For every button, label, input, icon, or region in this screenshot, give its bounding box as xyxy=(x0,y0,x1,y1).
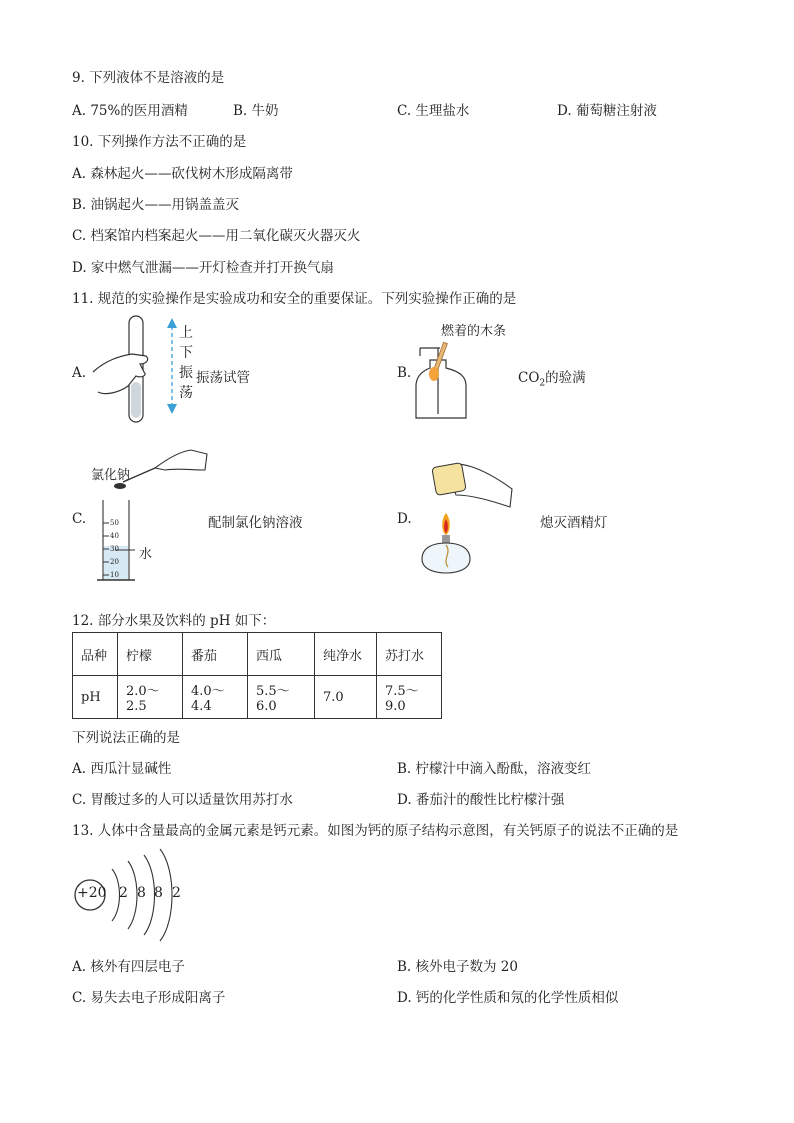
q10-option-b: B. 油锅起火——用锅盖盖灭 xyxy=(72,197,240,213)
ph-value-cell: pH xyxy=(73,676,118,719)
q9-option-d: D. 葡萄糖注射液 xyxy=(557,103,657,119)
q12-lead: 下列说法正确的是 xyxy=(72,730,180,746)
ph-value-cell: 7.5～9.0 xyxy=(377,676,442,719)
q12-option-a: A. 西瓜汁显碱性 xyxy=(72,761,172,777)
alcohol-lamp-illustration xyxy=(412,455,522,580)
q11-b-caption-co: CO xyxy=(518,370,540,386)
ph-value-cell: 7.0 xyxy=(315,676,377,719)
ph-value-cell: 5.5～6.0 xyxy=(248,676,315,719)
ph-header-cell: 品种 xyxy=(73,633,118,676)
shell-2-electrons: 8 xyxy=(137,885,146,901)
q12-option-d: D. 番茄汁的酸性比柠檬汁强 xyxy=(397,792,565,808)
q10-option-c: C. 档案馆内档案起火——用二氧化碳灭火器灭火 xyxy=(72,228,361,244)
cylinder-tick-10: 10 xyxy=(110,571,119,579)
q11-a-caption: 振荡试管 xyxy=(196,370,250,386)
q12-option-c: C. 胃酸过多的人可以适量饮用苏打水 xyxy=(72,792,293,808)
ph-header-cell: 番茄 xyxy=(183,633,248,676)
q11-a-arrow-zhen: 振 xyxy=(179,365,193,381)
q9-option-b: B. 牛奶 xyxy=(233,103,279,119)
q11-c-letter: C. xyxy=(72,511,87,527)
q9-stem: 9. 下列液体不是溶液的是 xyxy=(72,70,225,86)
ph-table-value-row xyxy=(73,676,442,719)
ph-header-cell: 西瓜 xyxy=(248,633,315,676)
q12-option-b: B. 柠檬汁中滴入酚酞，溶液变红 xyxy=(397,761,592,777)
q11-c-caption: 配制氯化钠溶液 xyxy=(208,515,303,531)
q11-a-letter: A. xyxy=(72,365,87,381)
q11-a-arrow-down: 下 xyxy=(179,345,193,361)
q12-stem: 12. 部分水果及饮料的 pH 如下： xyxy=(72,613,276,629)
q11-d-letter: D. xyxy=(397,511,412,527)
nucleus-charge: +20 xyxy=(77,885,107,901)
shell-1-electrons: 2 xyxy=(119,885,128,901)
ph-value-cell: 4.0～4.4 xyxy=(183,676,248,719)
ph-value-cell: 2.0～2.5 xyxy=(118,676,183,719)
q13-option-b: B. 核外电子数为 20 xyxy=(397,959,518,975)
q11-b-caption-sub: 2 xyxy=(539,378,546,389)
ph-table xyxy=(72,632,442,719)
q13-option-c: C. 易失去电子形成阳离子 xyxy=(72,990,226,1006)
q10-option-d: D. 家中燃气泄漏——开灯检查并打开换气扇 xyxy=(72,260,334,276)
q13-option-d: D. 钙的化学性质和氖的化学性质相似 xyxy=(397,990,619,1006)
q11-a-arrow-up: 上 xyxy=(179,325,193,341)
ph-header-cell: 柠檬 xyxy=(118,633,183,676)
q9-option-a: A. 75%的医用酒精 xyxy=(72,103,188,119)
gas-bottle-illustration xyxy=(412,338,492,424)
cylinder-tick-20: 20 xyxy=(110,558,119,566)
q11-b-label: 燃着的木条 xyxy=(441,324,507,339)
shell-4-electrons: 2 xyxy=(172,885,181,901)
cylinder-tick-50: 50 xyxy=(110,519,119,527)
q11-c-label-salt: 氯化钠 xyxy=(91,468,131,483)
q11-a-arrow-dang: 荡 xyxy=(179,385,193,401)
ph-header-cell: 纯净水 xyxy=(315,633,377,676)
q11-c-label-water: 水 xyxy=(139,547,153,562)
q11-b-caption xyxy=(518,366,586,389)
q11-b-letter: B. xyxy=(397,365,412,381)
q10-stem: 10. 下列操作方法不正确的是 xyxy=(72,134,247,150)
q11-d-caption: 熄灭酒精灯 xyxy=(540,515,608,531)
q9-option-c: C. 生理盐水 xyxy=(397,103,470,119)
cylinder-tick-30: 30 xyxy=(110,545,119,553)
q13-stem: 13. 人体中含量最高的金属元素是钙元素。如图为钙的原子结构示意图，有关钙原子的说法不正确的是 xyxy=(72,823,679,839)
cylinder-tick-40: 40 xyxy=(110,532,119,540)
q13-option-a: A. 核外有四层电子 xyxy=(72,959,185,975)
q10-option-a: A. 森林起火——砍伐树木形成隔离带 xyxy=(72,166,293,182)
ph-table-header-row xyxy=(73,633,442,676)
ph-header-cell: 苏打水 xyxy=(377,633,442,676)
q11-b-caption-rest: 的验满 xyxy=(545,370,586,386)
q11-stem: 11. 规范的实验操作是实验成功和安全的重要保证。下列实验操作正确的是 xyxy=(72,291,517,307)
shell-3-electrons: 8 xyxy=(154,885,163,901)
measuring-cylinder-illustration xyxy=(95,440,215,590)
